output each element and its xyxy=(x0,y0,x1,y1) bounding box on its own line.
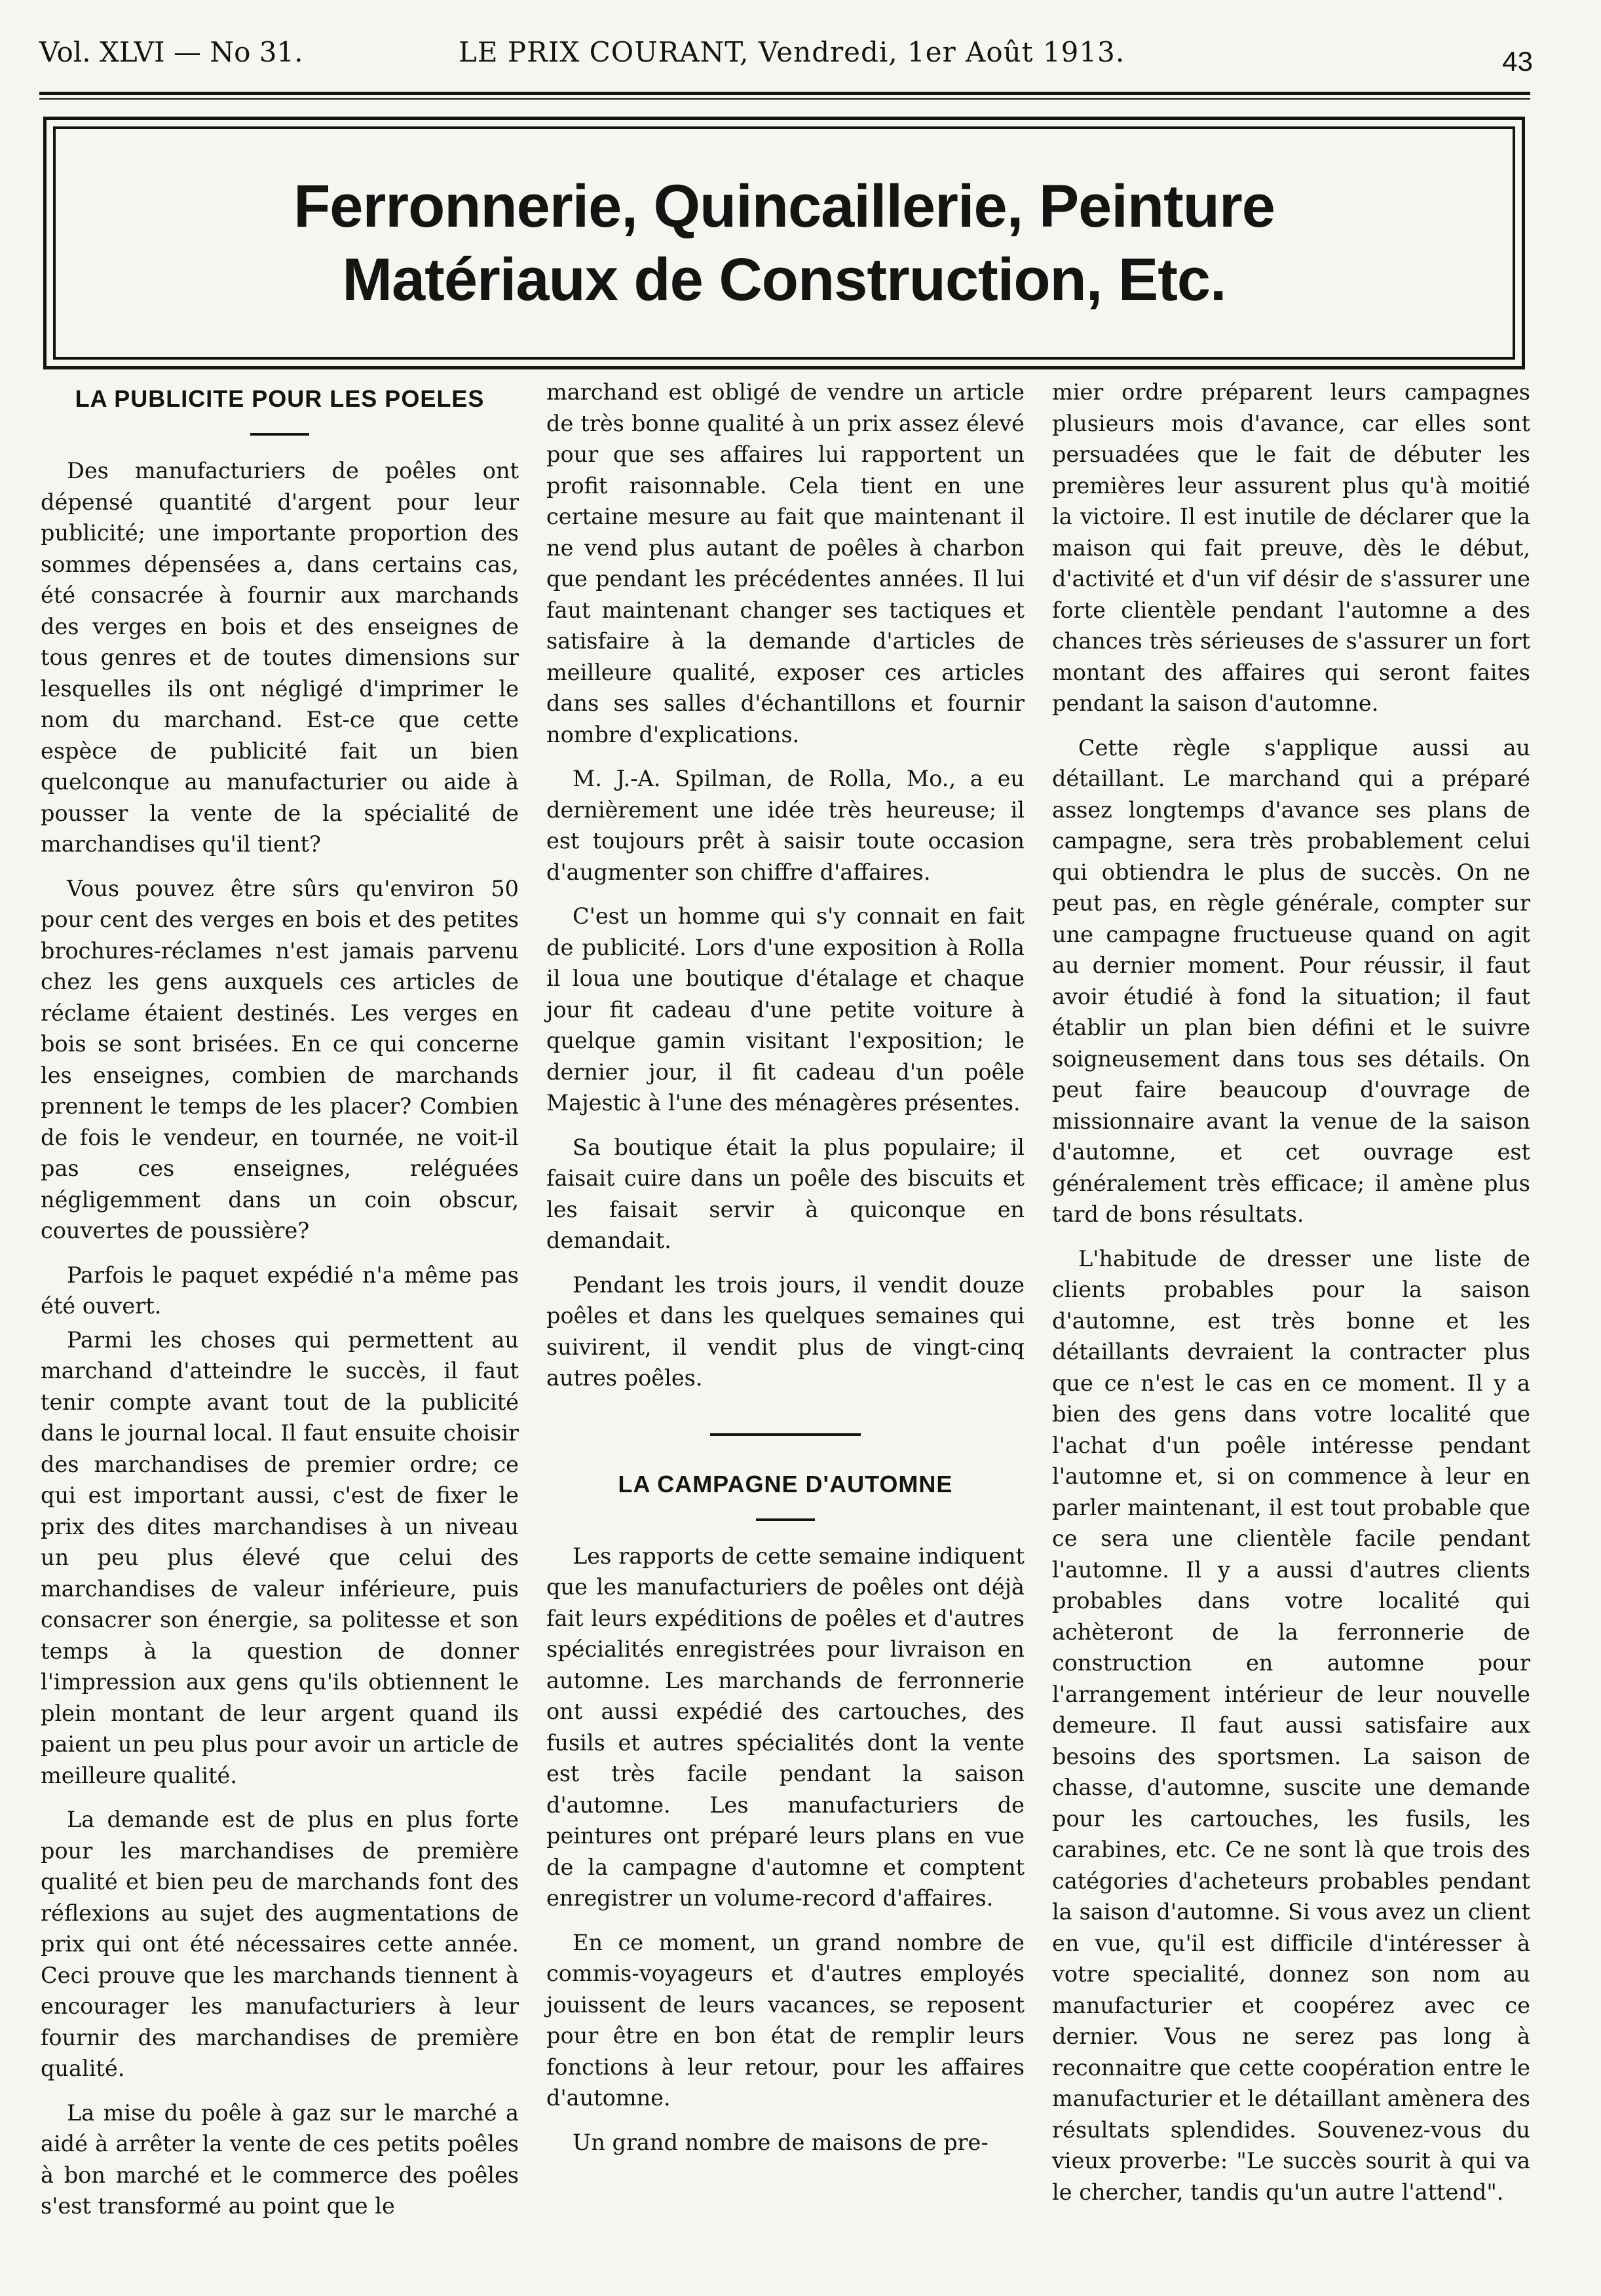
article-separator xyxy=(710,1433,861,1436)
column-3 xyxy=(1052,377,1530,2221)
article-paragraph: mier ordre préparent leurs campagnes plusieurs mois d'avance, car elles sont persuadées que le fait de débuter les premières leur assurent plus qu'à moitié la victoire. Il est inutile de déclarer que la maison qui fait preuve, dès le début, d'activité et d'un vif désir de s'assurer une forte clientèle pendant l'automne a des chances très sérieuses de s'assurer un fort montant des affaires qui seront faites pendant la saison d'automne. xyxy=(1052,379,1530,716)
article-paragraph: Pendant les trois jours, il vendit douze poêles et dans les quelques semaines qui suivirent, il vendit plus de vingt-cinq autres poêles. xyxy=(546,1271,1025,1391)
article-paragraph: Des manufacturiers de poêles ont dépensé quantité d'argent pour leur publicité; une importante proportion des sommes dépensées a, dans certains cas, été consacrée à fournir aux marchands des verges en bois et des enseignes de tous genres et de toutes dimensions sur lesquelles ils ont négligé d'imprimer le nom du marchand. Est-ce que cette espèce de publicité fait un bien quelconque au manufacturier ou aide à pousser la vente de la spécialité de marchandises qu'il tient? xyxy=(41,458,519,857)
article-paragraph: Parmi les choses qui permettent au marchand d'atteindre le succès, il faut tenir compte avant tout de la publicité dans le journal local. Il faut ensuite choisir des marchandises de premier ordre; ce qui est important aussi, c'est de fixer le prix des dites marchandises à un niveau un peu plus élevé que celui des marchandises de valeur inférieure, puis consacrer son énergie, sa politesse et son temps à la question de donner l'impression aux gens qu'ils obtiennent le plein montant de leur argent quand ils paient un peu plus pour avoir un article de meilleure qualité. xyxy=(41,1327,519,1788)
publication-dateline: LE PRIX COURANT, Vendredi, 1er Août 1913. xyxy=(459,36,1125,68)
article-paragraph: marchand est obligé de vendre un article de très bonne qualité à un prix assez élevé pour que ses affaires lui rapportent un profit raisonnable. Cela tient en une certaine mesure au fait que maintenant il ne vend plus autant de poêles à charbon que pendant les précédentes années. Il lui faut maintenant changer ses tactiques et satisfaire à la demande d'articles de meilleure qualité, exposer ces articles dans ses salles d'échantillons et fournir nombre d'explications. xyxy=(546,379,1025,747)
page-header xyxy=(39,26,1533,79)
column-1 xyxy=(41,377,519,2235)
article-paragraph: Les rapports de cette semaine indiquent que les manufacturiers de poêles ont déjà fait leurs expéditions de poêles et d'autres spécialités enregistrées pour livraison en automne. Les marchands de ferronnerie ont aussi expédié des cartouches, des fusils et autres spécialités dont la vente est très facile pendant la saison d'automne. Les manufacturiers de peintures ont préparé leurs plans en vue de la campagne d'automne et comptent enregistrer un volume-record d'affaires. xyxy=(546,1543,1025,1911)
title-rule xyxy=(756,1518,815,1521)
article-paragraph: Un grand nombre de maisons de pre- xyxy=(573,2129,989,2155)
volume-number: Vol. XLVI — No 31. xyxy=(39,36,303,68)
article-title: LA CAMPAGNE D'AUTOMNE xyxy=(618,1470,953,1497)
article-paragraph: La demande est de plus en plus forte pour les marchandises de première qualité et bien peu de marchands font des réflexions au sujet des augmentations de prix qui ont été nécessaires cette année. Ceci prouve que les marchands tiennent à encourager les manufacturiers à leur fournir des marchandises de première qualité. xyxy=(41,1807,519,2081)
section-title-line-1: Ferronnerie, Quincaillerie, Peinture xyxy=(293,173,1275,240)
header-rule xyxy=(39,92,1530,95)
article-paragraph: En ce moment, un grand nombre de commis-voyageurs et d'autres employés jouissent de leurs vacances, se reposent pour être en bon état de remplir leurs fonctions à leur retour, pour les affaires d'automne. xyxy=(546,1929,1025,2111)
article-paragraph: M. J.-A. Spilman, de Rolla, Mo., a eu dernièrement une idée très heureuse; il est toujours prêt à saisir toute occasion d'augmenter son chiffre d'affaires. xyxy=(546,766,1025,885)
title-rule xyxy=(250,433,309,436)
article-title: LA PUBLICITE POUR LES POELES xyxy=(75,385,485,412)
article-paragraph: Sa boutique était la plus populaire; il faisait cuire dans un poêle des biscuits et les faisait servir à quiconque en demandait. xyxy=(546,1134,1025,1253)
header-rule-thin xyxy=(39,98,1530,100)
section-banner xyxy=(43,117,1525,369)
section-banner-inner xyxy=(53,126,1515,360)
column-2 xyxy=(546,377,1025,2171)
page-number: 43 xyxy=(1502,46,1533,77)
article-paragraph: Cette règle s'applique aussi au détaillant. Le marchand qui a préparé assez longtemps d'avance ses plans de campagne, sera très probablement celui qui obtiendra le plus de succès. On ne peut pas, en règle générale, compter sur une campagne fructueuse quand on agit au dernier moment. Pour réussir, il faut avoir étudié à fond la situation; il faut établir un plan bien défini et le suivre soigneusement dans tous ses détails. On peut faire beaucoup d'ouvrage de missionnaire avant la venue de la saison d'automne, et cet ouvrage est généralement très efficace; il amène plus tard de bons résultats. xyxy=(1052,734,1530,1227)
section-title-line-2: Matériaux de Construction, Etc. xyxy=(342,246,1226,313)
article-paragraph: Parfois le paquet expédié n'a même pas été ouvert. xyxy=(41,1262,519,1319)
article-paragraph: La mise du poêle à gaz sur le marché a aidé à arrêter la vente de ces petits poêles à bon marché et le commerce des poêles s'est transformé au point que le xyxy=(41,2099,519,2219)
article-paragraph: Vous pouvez être sûrs qu'environ 50 pour cent des verges en bois et des petites brochures-réclames n'est jamais parvenu chez les gens auxquels ces articles de réclame étaient destinés. Les verges en bois se sont brisées. En ce qui concerne les enseignes, combien de marchands prennent le temps de les placer? Combien de fois le vendeur, en tournée, ne voit-il pas ces enseignes, reléguées négligemment dans un coin obscur, couvertes de poussière? xyxy=(41,875,519,1243)
article-paragraph: C'est un homme qui s'y connait en fait de publicité. Lors d'une exposition à Rolla il loua une boutique d'étalage et chaque jour fit cadeau d'une petite voiture à quelque gamin visitant l'exposition; le dernier jour, il fit cadeau d'un poêle Majestic à l'une des ménagères présentes. xyxy=(546,903,1025,1116)
article-paragraph: L'habitude de dresser une liste de clients probables pour la saison d'automne, est très bonne et les détaillants devraient la contracter plus que ce n'est le cas en ce moment. Il y a bien des gens dans votre localité que l'achat d'un poêle intéresse pendant l'automne et, si on commence à leur en parler maintenant, il est tout probable que ce sera une clientèle facile pendant l'automne. Il y a aussi d'autres clients probables dans votre localité qui achèteront de la ferronnerie de construction en automne pour l'arrangement intérieur de leur nouvelle demeure. Il faut aussi satisfaire aux besoins des sportsmen. La saison de chasse, d'automne, suscite une demande pour les cartouches, les fusils, les carabines, etc. Ce ne sont là que trois des catégories d'acheteurs probables pendant la saison d'automne. Si vous avez un client en vue, qu'il est difficile d'intéresser à votre specialité, donnez son nom au manufacturier et coopérez avec ce dernier. Vous ne serez pas long à reconnaitre que cette coopération entre le manufacturier et le détaillant amènera des résultats splendides. Souvenez-vous du vieux proverbe: "Le succès sourit à qui va le chercher, tandis qu'un autre l'attend". xyxy=(1052,1245,1530,2205)
